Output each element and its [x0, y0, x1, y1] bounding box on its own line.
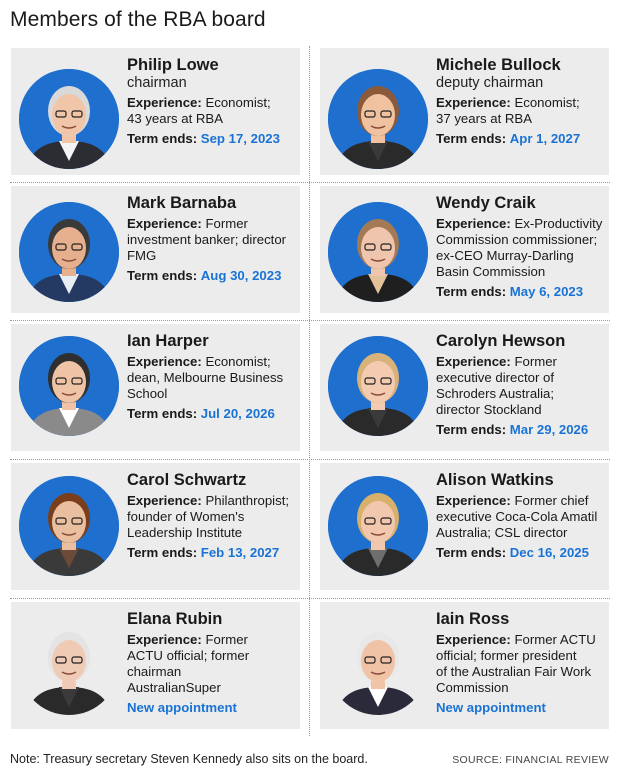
- member-details: [436, 56, 603, 147]
- experience-text: Former: [205, 216, 248, 231]
- experience-text: AustralianSuper: [127, 680, 221, 695]
- member-card: [320, 186, 609, 313]
- member-name: Elana Rubin: [127, 610, 223, 628]
- vertical-divider: [309, 46, 310, 736]
- experience-label: Experience:: [127, 632, 202, 647]
- member-photo: [19, 476, 119, 576]
- experience-text: ACTU official; former: [127, 648, 250, 663]
- experience-line: [127, 664, 294, 680]
- experience-label: Experience:: [436, 95, 511, 110]
- member-photo: [328, 615, 428, 715]
- experience-line: [127, 632, 294, 648]
- experience-line: [436, 664, 603, 680]
- footnote: Note: Treasury secretary Steven Kennedy also sits on the board.: [10, 752, 368, 766]
- member-card: [11, 48, 300, 175]
- member-card: [320, 602, 609, 729]
- experience-text: Economist;: [514, 95, 580, 110]
- experience-text: chairman: [127, 664, 182, 679]
- member-details: [127, 194, 294, 284]
- member-role: deputy chairman: [436, 75, 544, 91]
- term-date: Feb 13, 2027: [200, 545, 280, 560]
- member-photo: [19, 615, 119, 715]
- term-date: Sep 17, 2023: [200, 131, 280, 146]
- member-card: [11, 602, 300, 729]
- term-date: Mar 29, 2026: [509, 422, 589, 437]
- experience-text: 43 years at RBA: [127, 111, 224, 126]
- term-label: Term ends:: [436, 284, 507, 299]
- row-divider: [10, 459, 610, 460]
- experience-label: Experience:: [127, 354, 202, 369]
- member-photo: [19, 69, 119, 169]
- experience-text: FMG: [127, 248, 157, 263]
- experience-line: [127, 216, 294, 232]
- member-card: [11, 463, 300, 590]
- experience-text: 37 years at RBA: [436, 111, 533, 126]
- member-name: Michele Bullock: [436, 56, 561, 74]
- experience-line: [127, 525, 294, 541]
- term-date: Jul 20, 2026: [200, 406, 275, 421]
- experience-text: Schroders Australia;: [436, 386, 555, 401]
- term-date: Apr 1, 2027: [509, 131, 581, 146]
- term-label: Term ends:: [436, 422, 507, 437]
- experience-line: [436, 632, 603, 648]
- member-details: [436, 471, 603, 561]
- page-title: Members of the RBA board: [10, 8, 266, 31]
- member-details: [436, 194, 603, 300]
- experience-line: [436, 111, 603, 127]
- experience-line: [127, 680, 294, 696]
- experience-text: Former ACTU: [514, 632, 596, 647]
- experience-line: [127, 493, 294, 509]
- new-appointment-badge: New appointment: [436, 700, 546, 715]
- member-name: Iain Ross: [436, 610, 510, 628]
- experience-line: [436, 648, 603, 664]
- experience-line: [127, 648, 294, 664]
- experience-text: Australia; CSL director: [436, 525, 568, 540]
- term-ends: [436, 284, 603, 300]
- experience-line: [127, 386, 294, 402]
- experience-line: [127, 354, 294, 370]
- member-details: [436, 332, 603, 438]
- experience-line: [436, 402, 603, 418]
- experience-text: official; former president: [436, 648, 577, 663]
- term-ends: [127, 545, 294, 561]
- member-name: Philip Lowe: [127, 56, 219, 74]
- row-divider: [10, 182, 610, 183]
- term-ends: [127, 131, 294, 147]
- new-appointment-badge: New appointment: [127, 700, 237, 715]
- term-date: Aug 30, 2023: [200, 268, 282, 283]
- member-photo: [19, 202, 119, 302]
- experience-label: Experience:: [127, 493, 202, 508]
- experience-text: Former: [514, 354, 557, 369]
- experience-line: [436, 216, 603, 232]
- experience-text: dean, Melbourne Business: [127, 370, 284, 385]
- experience-line: [436, 248, 603, 264]
- member-name: Wendy Craik: [436, 194, 536, 212]
- member-card: [11, 186, 300, 313]
- experience-line: [436, 232, 603, 248]
- experience-text: Philanthropist;: [205, 493, 290, 508]
- member-card: [11, 324, 300, 451]
- member-photo: [328, 69, 428, 169]
- member-name: Ian Harper: [127, 332, 209, 350]
- member-photo: [328, 202, 428, 302]
- member-photo: [19, 336, 119, 436]
- term-label: Term ends:: [436, 545, 507, 560]
- member-name: Alison Watkins: [436, 471, 554, 489]
- member-name: Mark Barnaba: [127, 194, 237, 212]
- experience-line: [127, 248, 294, 264]
- experience-label: Experience:: [436, 632, 511, 647]
- experience-text: Leadership Institute: [127, 525, 243, 540]
- member-role: chairman: [127, 75, 187, 91]
- experience-line: [436, 370, 603, 386]
- experience-label: Experience:: [127, 95, 202, 110]
- experience-text: investment banker; director: [127, 232, 287, 247]
- experience-text: Former chief: [514, 493, 589, 508]
- experience-text: Ex-Productivity: [514, 216, 603, 231]
- experience-text: Basin Commission: [436, 264, 546, 279]
- term-label: Term ends:: [127, 406, 198, 421]
- experience-text: School: [127, 386, 168, 401]
- member-details: [127, 471, 294, 561]
- experience-text: founder of Women's: [127, 509, 245, 524]
- experience-text: director Stockland: [436, 402, 542, 417]
- experience-line: [436, 95, 603, 111]
- experience-text: Commission: [436, 680, 509, 695]
- member-name: Carolyn Hewson: [436, 332, 566, 350]
- experience-line: [127, 111, 294, 127]
- row-divider: [10, 320, 610, 321]
- source-credit: SOURCE: FINANCIAL REVIEW: [452, 754, 609, 766]
- experience-text: executive Coca-Cola Amatil: [436, 509, 598, 524]
- row-divider: [10, 598, 610, 599]
- term-ends: [436, 131, 603, 147]
- experience-line: [436, 386, 603, 402]
- experience-line: [436, 264, 603, 280]
- experience-text: Economist;: [205, 354, 271, 369]
- term-ends: [436, 422, 603, 438]
- member-details: [127, 332, 294, 422]
- term-ends: [436, 545, 603, 561]
- member-photo: [328, 336, 428, 436]
- experience-label: Experience:: [436, 216, 511, 231]
- member-photo: [328, 476, 428, 576]
- experience-line: [436, 354, 603, 370]
- term-date: Dec 16, 2025: [509, 545, 589, 560]
- experience-label: Experience:: [436, 354, 511, 369]
- experience-line: [127, 232, 294, 248]
- experience-line: [127, 509, 294, 525]
- experience-line: [436, 680, 603, 696]
- term-label: Term ends:: [127, 545, 198, 560]
- member-details: [127, 610, 294, 716]
- term-ends: [127, 268, 294, 284]
- experience-text: of the Australian Fair Work: [436, 664, 592, 679]
- member-card: [320, 48, 609, 175]
- experience-label: Experience:: [127, 216, 202, 231]
- experience-label: Experience:: [436, 493, 511, 508]
- term-label: Term ends:: [436, 131, 507, 146]
- member-name: Carol Schwartz: [127, 471, 247, 489]
- experience-text: Commission commissioner;: [436, 232, 598, 247]
- term-date: May 6, 2023: [509, 284, 584, 299]
- member-details: [436, 610, 603, 716]
- term-label: Term ends:: [127, 268, 198, 283]
- experience-text: Economist;: [205, 95, 271, 110]
- experience-text: ex-CEO Murray-Darling: [436, 248, 574, 263]
- experience-line: [127, 370, 294, 386]
- experience-text: Former: [205, 632, 248, 647]
- term-ends: [127, 406, 294, 422]
- member-card: [320, 463, 609, 590]
- experience-text: executive director of: [436, 370, 555, 385]
- member-card: [320, 324, 609, 451]
- experience-line: [436, 493, 603, 509]
- member-details: [127, 56, 294, 147]
- term-label: Term ends:: [127, 131, 198, 146]
- experience-line: [436, 525, 603, 541]
- experience-line: [436, 509, 603, 525]
- experience-line: [127, 95, 294, 111]
